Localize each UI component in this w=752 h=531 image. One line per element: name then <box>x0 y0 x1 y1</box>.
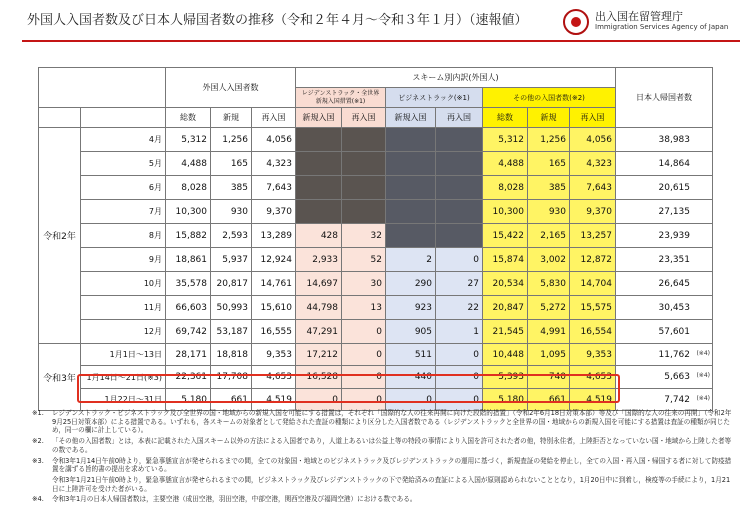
other-cell: 20,847 <box>483 296 528 320</box>
residence-cell: 52 <box>342 248 386 272</box>
residence-cell: 0 <box>296 389 342 411</box>
foreign-cell: 4,323 <box>252 152 296 176</box>
highlight-box <box>77 374 620 403</box>
foreign-cell: 15,882 <box>166 224 211 248</box>
business-cell: 0 <box>436 366 483 389</box>
foreign-cell: 12,924 <box>252 248 296 272</box>
header-scheme-breakdown: スキーム別内訳(外国人) <box>296 68 616 88</box>
business-cell <box>436 176 483 200</box>
footnote-text: 令和3年1月21日午前0時より，緊急事態宣言が発せられるまでの間，ビジネストラック及びレジデンストラックの下で発給済みの査証による入国が原則認められないこととなり，1月20日中に到着し，検疫等の手続により，1月21日に上陸許可を受けた者がいる。 <box>52 475 731 493</box>
business-cell: 0 <box>436 248 483 272</box>
japanese-returnees-cell <box>616 296 713 320</box>
other-cell: 5,393 <box>483 366 528 389</box>
table-row <box>39 296 713 320</box>
residence-cell: 0 <box>342 344 386 366</box>
japanese-returnees-cell <box>616 320 713 344</box>
residence-cell: 0 <box>342 320 386 344</box>
foreign-cell: 53,187 <box>211 320 252 344</box>
residence-cell: 17,212 <box>296 344 342 366</box>
other-cell: 4,056 <box>570 128 616 152</box>
residence-cell: 16,528 <box>296 366 342 389</box>
japanese-returnees-value: 27,135 <box>658 206 690 217</box>
residence-cell <box>296 128 342 152</box>
other-cell: 385 <box>528 176 570 200</box>
footnotes <box>32 409 732 506</box>
residence-cell: 44,798 <box>296 296 342 320</box>
footnote-text: レジデンストラック・ビジネストラック及び全世界の国・地域からの新規入国を可能にする措置は，それぞれ「国際的な人の往来再開に向けた段階的措置」（令和2年6月18日対策本部）等及び「国際的な人の往来の再開」（令和2年9月25日対策本部）による措置である。いずれも，各スキームの対象者として発給された査証の種類により区分した入国者数である（レジデンストラックと全世界の国・地域からの新規入国を可能にする措置は査証の種類が同じため，同一の欄に計上している）。 <box>52 409 732 435</box>
japanese-returnees-cell <box>616 344 713 366</box>
foreign-cell: 2,593 <box>211 224 252 248</box>
japanese-returnees-cell <box>616 224 713 248</box>
table-row <box>39 344 713 366</box>
japanese-returnees-cell <box>616 200 713 224</box>
header-divider <box>22 40 740 42</box>
header-business-track: ビジネストラック(※1) <box>386 88 483 108</box>
col-bus-new-entry: 新規入国 <box>386 108 436 128</box>
japanese-returnees-value: 7,742 <box>664 394 690 405</box>
residence-cell <box>342 152 386 176</box>
residence-cell: 47,291 <box>296 320 342 344</box>
japanese-returnees-value: 20,615 <box>658 182 690 193</box>
other-cell: 5,312 <box>483 128 528 152</box>
residence-cell: 428 <box>296 224 342 248</box>
business-cell: 27 <box>436 272 483 296</box>
japanese-returnees-cell <box>616 128 713 152</box>
foreign-cell: 66,603 <box>166 296 211 320</box>
other-cell: 16,554 <box>570 320 616 344</box>
business-cell: 923 <box>386 296 436 320</box>
other-cell: 12,872 <box>570 248 616 272</box>
foreign-cell: 17,708 <box>211 366 252 389</box>
table-row <box>39 200 713 224</box>
business-cell: 2 <box>386 248 436 272</box>
col-res-new-entry: 新規入国 <box>296 108 342 128</box>
other-cell: 165 <box>528 152 570 176</box>
footnote-text: 「その他の入国者数」とは，本表に記載された入国スキーム以外の方法による入国者であり，人道上あるいは公益上等の特段の事情により入国を許可された者の他，特別永住者，上陸拒否となっていない国・地域から上陸した者等の数である。 <box>52 437 732 454</box>
era-label-r3: 令和3年 <box>39 344 81 411</box>
foreign-cell: 165 <box>211 152 252 176</box>
business-cell <box>436 224 483 248</box>
statistics-table <box>38 67 713 411</box>
period-cell: 5月 <box>81 152 166 176</box>
footnote-marker: (※4) <box>696 372 710 379</box>
foreign-cell: 4,519 <box>252 389 296 411</box>
col-empty-b <box>81 108 166 128</box>
business-cell <box>386 176 436 200</box>
header-other-entrants: その他の入国者数(※2) <box>483 88 616 108</box>
business-cell: 0 <box>436 389 483 411</box>
other-cell: 15,575 <box>570 296 616 320</box>
period-cell: 11月 <box>81 296 166 320</box>
table-row <box>39 224 713 248</box>
other-cell: 1,095 <box>528 344 570 366</box>
period-cell: 4月 <box>81 128 166 152</box>
foreign-cell: 9,353 <box>252 344 296 366</box>
foreign-cell: 9,370 <box>252 200 296 224</box>
japanese-returnees-value: 23,939 <box>658 230 690 241</box>
business-cell: 511 <box>386 344 436 366</box>
other-cell: 9,370 <box>570 200 616 224</box>
japanese-returnees-cell <box>616 176 713 200</box>
footnote <box>32 457 732 474</box>
foreign-cell: 15,610 <box>252 296 296 320</box>
foreign-cell: 5,180 <box>166 389 211 411</box>
residence-cell: 30 <box>342 272 386 296</box>
col-bus-reentry: 再入国 <box>436 108 483 128</box>
other-cell: 14,704 <box>570 272 616 296</box>
other-cell: 20,534 <box>483 272 528 296</box>
other-cell: 2,165 <box>528 224 570 248</box>
other-cell: 930 <box>528 200 570 224</box>
other-cell: 15,422 <box>483 224 528 248</box>
agency-emblem-icon <box>563 9 589 35</box>
foreign-cell: 5,312 <box>166 128 211 152</box>
period-cell: 6月 <box>81 176 166 200</box>
col-reentry: 再入国 <box>252 108 296 128</box>
footnote-marker: (※4) <box>696 350 710 357</box>
other-cell: 4,519 <box>570 389 616 411</box>
footnote-marker: (※4) <box>696 395 710 402</box>
footnote-mark <box>32 476 52 493</box>
residence-cell <box>342 128 386 152</box>
footnote-mark: ※4. <box>32 495 44 504</box>
table-row <box>39 152 713 176</box>
foreign-cell: 385 <box>211 176 252 200</box>
footnote-mark: ※3. <box>32 456 44 465</box>
foreign-cell: 10,300 <box>166 200 211 224</box>
other-cell: 5,830 <box>528 272 570 296</box>
foreign-cell: 1,256 <box>211 128 252 152</box>
foreign-cell: 14,761 <box>252 272 296 296</box>
footnote <box>32 437 732 454</box>
other-cell: 5,272 <box>528 296 570 320</box>
other-cell: 15,874 <box>483 248 528 272</box>
business-cell <box>436 152 483 176</box>
other-cell: 740 <box>528 366 570 389</box>
business-cell <box>386 224 436 248</box>
footnote-mark: ※1. <box>32 409 44 417</box>
residence-cell: 2,933 <box>296 248 342 272</box>
residence-cell <box>296 176 342 200</box>
other-cell: 7,643 <box>570 176 616 200</box>
col-other-new: 新規 <box>528 108 570 128</box>
col-other-total: 総数 <box>483 108 528 128</box>
foreign-cell: 4,056 <box>252 128 296 152</box>
other-cell: 9,353 <box>570 344 616 366</box>
footnote-text: 令和3年1月14日午前0時より，緊急事態宣言が発せられるまでの間，全ての対象国・地域とのビジネストラック及びレジデンストラックの運用に基づく，新規査証の発給を停止し，全ての入国・再入国・帰国する者に対して防疫措置を講ずる旨的書の提出を求めている。 <box>52 456 732 474</box>
japanese-returnees-value: 5,663 <box>664 372 690 382</box>
other-cell: 4,323 <box>570 152 616 176</box>
japanese-returnees-value: 14,864 <box>658 158 690 169</box>
col-total: 総数 <box>166 108 211 128</box>
header-foreign-arrivals: 外国人入国者数 <box>166 68 296 108</box>
residence-cell: 0 <box>342 366 386 389</box>
agency-name-jp: 出入国在留管理庁 <box>595 10 683 23</box>
japanese-returnees-cell <box>616 366 713 389</box>
residence-cell <box>342 176 386 200</box>
foreign-cell: 69,742 <box>166 320 211 344</box>
period-cell: 1月1日～13日 <box>81 344 166 366</box>
other-cell: 4,653 <box>570 366 616 389</box>
foreign-cell: 4,653 <box>252 366 296 389</box>
col-empty-a <box>39 108 81 128</box>
residence-cell: 32 <box>342 224 386 248</box>
japanese-returnees-value: 57,601 <box>658 326 690 337</box>
business-cell: 290 <box>386 272 436 296</box>
footnote <box>32 495 732 504</box>
japanese-returnees-value: 26,645 <box>658 278 690 289</box>
foreign-cell: 8,028 <box>166 176 211 200</box>
other-cell: 661 <box>528 389 570 411</box>
table-row <box>39 320 713 344</box>
table-body <box>39 128 713 411</box>
foreign-cell: 50,993 <box>211 296 252 320</box>
japanese-returnees-cell <box>616 152 713 176</box>
foreign-cell: 4,488 <box>166 152 211 176</box>
business-cell: 22 <box>436 296 483 320</box>
col-new: 新規 <box>211 108 252 128</box>
business-cell <box>436 128 483 152</box>
residence-cell: 0 <box>342 389 386 411</box>
business-cell: 1 <box>436 320 483 344</box>
japanese-returnees-cell <box>616 248 713 272</box>
footnote-text: 令和3年1月の日本人帰国者数は，主要空港（成田空港，羽田空港，中部空港，関西空港及び福岡空港）における数である。 <box>52 495 417 504</box>
col-other-reentry: 再入国 <box>570 108 616 128</box>
table-row <box>39 272 713 296</box>
other-cell: 10,300 <box>483 200 528 224</box>
foreign-cell: 22,361 <box>166 366 211 389</box>
col-res-reentry: 再入国 <box>342 108 386 128</box>
other-cell: 1,256 <box>528 128 570 152</box>
residence-cell: 13 <box>342 296 386 320</box>
period-cell: 7月 <box>81 200 166 224</box>
footnote <box>32 409 732 435</box>
business-cell <box>386 200 436 224</box>
foreign-cell: 28,171 <box>166 344 211 366</box>
period-cell: 1月22日～31日 <box>81 389 166 411</box>
business-cell: 440 <box>386 366 436 389</box>
residence-cell: 14,697 <box>296 272 342 296</box>
other-cell: 21,545 <box>483 320 528 344</box>
corner-cell <box>39 68 166 108</box>
business-cell: 905 <box>386 320 436 344</box>
other-cell: 8,028 <box>483 176 528 200</box>
period-cell: 10月 <box>81 272 166 296</box>
residence-cell <box>296 200 342 224</box>
residence-cell <box>342 200 386 224</box>
japanese-returnees-value: 23,351 <box>658 254 690 265</box>
foreign-cell: 13,289 <box>252 224 296 248</box>
footnote-mark: ※2. <box>32 437 44 446</box>
page-title: 外国人入国者数及び日本人帰国者数の推移（令和２年４月～令和３年１月）（速報値） <box>27 13 528 28</box>
other-cell: 4,488 <box>483 152 528 176</box>
japanese-returnees-value: 11,762 <box>658 349 690 360</box>
other-cell: 4,991 <box>528 320 570 344</box>
foreign-cell: 7,643 <box>252 176 296 200</box>
foreign-cell: 35,578 <box>166 272 211 296</box>
agency-name-en: Immigration Services Agency of Japan <box>595 23 729 31</box>
period-cell: 12月 <box>81 320 166 344</box>
table-row <box>39 128 713 152</box>
foreign-cell: 16,555 <box>252 320 296 344</box>
era-label-r2: 令和2年 <box>39 128 81 344</box>
foreign-cell: 20,817 <box>211 272 252 296</box>
foreign-cell: 930 <box>211 200 252 224</box>
table-row <box>39 176 713 200</box>
foreign-cell: 5,937 <box>211 248 252 272</box>
business-cell <box>436 200 483 224</box>
japanese-returnees-value: 30,453 <box>658 302 690 313</box>
foreign-cell: 661 <box>211 389 252 411</box>
foreign-cell: 18,818 <box>211 344 252 366</box>
table-row <box>39 248 713 272</box>
period-cell: 9月 <box>81 248 166 272</box>
japanese-returnees-cell <box>616 389 713 411</box>
header-japanese-returnees: 日本人帰国者数 <box>616 68 713 128</box>
business-cell <box>386 152 436 176</box>
business-cell: 0 <box>436 344 483 366</box>
other-cell: 10,448 <box>483 344 528 366</box>
foreign-cell: 18,861 <box>166 248 211 272</box>
other-cell: 13,257 <box>570 224 616 248</box>
footnote <box>32 476 732 493</box>
period-cell: 1月14日～21日(※3) <box>81 366 166 389</box>
header-residence-track: レジデンストラック・全世界新規入国措置(※1) <box>296 88 386 108</box>
residence-cell <box>296 152 342 176</box>
business-cell <box>386 128 436 152</box>
period-cell: 8月 <box>81 224 166 248</box>
other-cell: 3,002 <box>528 248 570 272</box>
business-cell: 0 <box>386 389 436 411</box>
japanese-returnees-cell <box>616 272 713 296</box>
japanese-returnees-value: 38,983 <box>658 134 690 145</box>
other-cell: 5,180 <box>483 389 528 411</box>
